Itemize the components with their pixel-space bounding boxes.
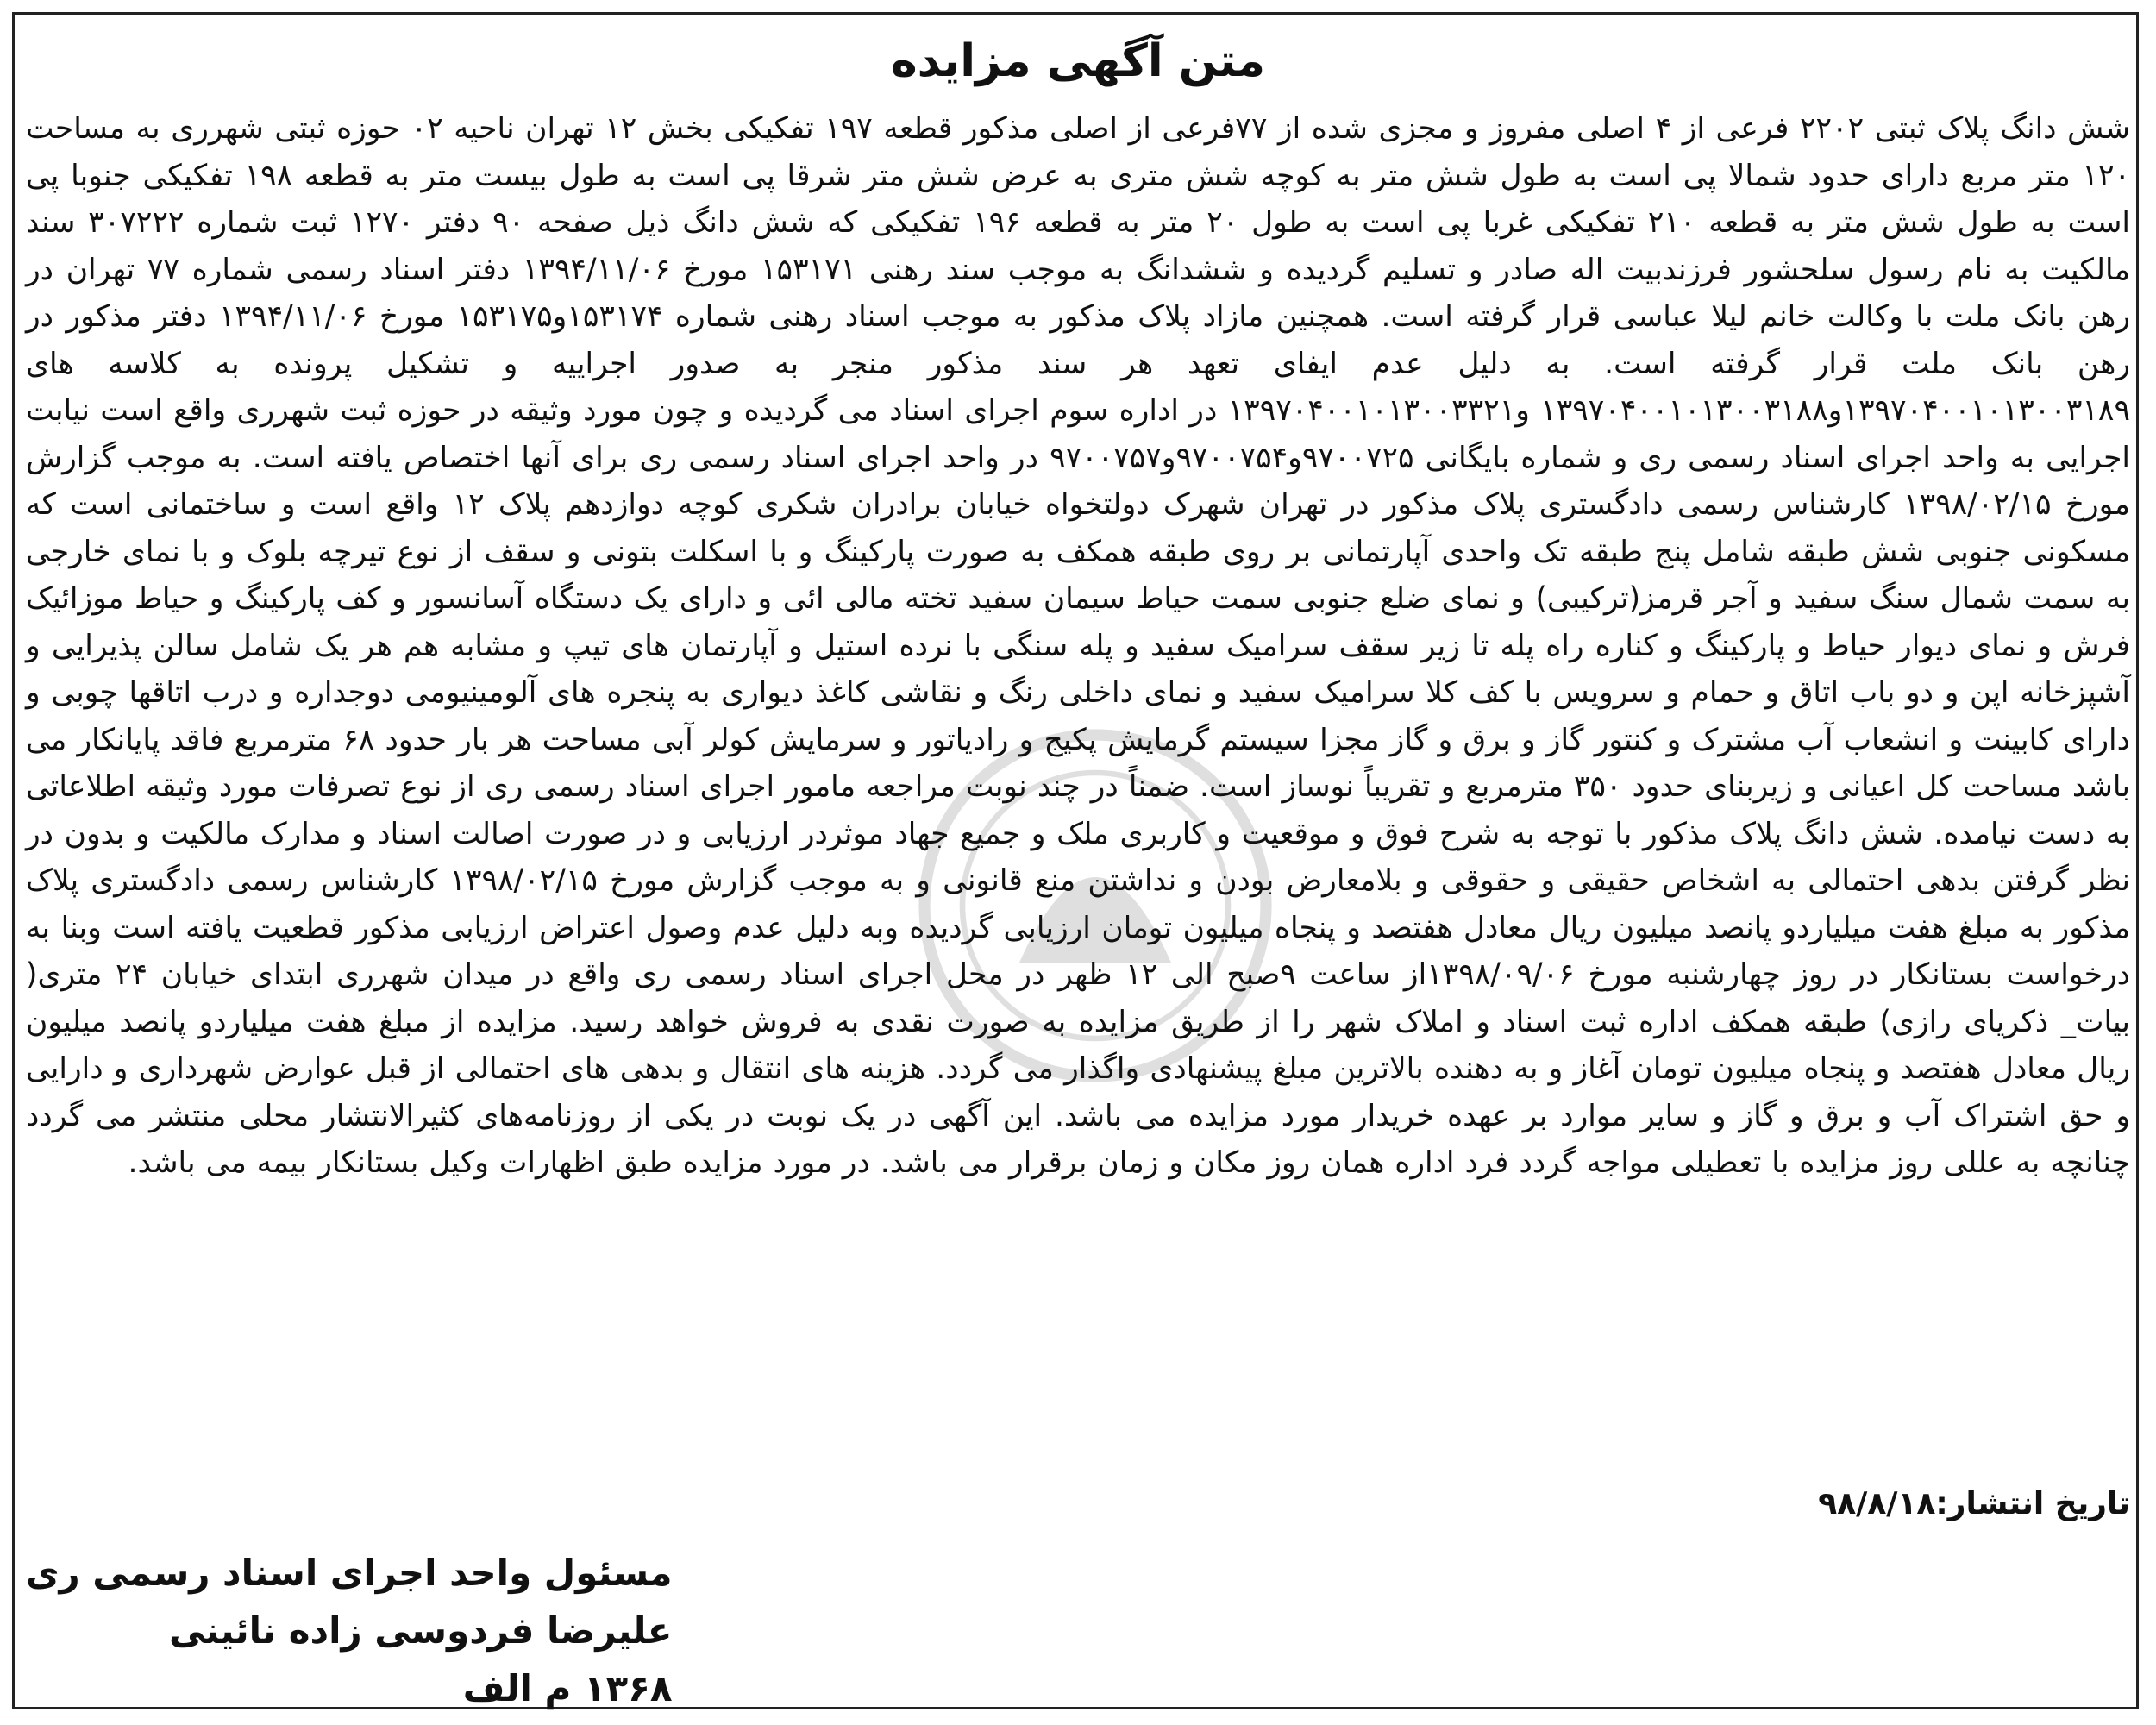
notice-title: متن آگهی مزایده	[890, 35, 1266, 87]
notice-body: شش دانگ پلاک ثبتی ۲۲۰۲ فرعی از ۴ اصلی مفروز و مجزی شده از ۷۷فرعی از اصلی مذکور قطعه ۱۹۷ تفکیکی بخش ۱۲ تهران ناحیه ۰۲ حوزه ثبتی شهرری به مساحت ۱۲۰ متر مربع دارای حدود شمالا پی است به طول شش متر به کوچه شش متری به عرض شش متر شرقا پی است به طول بیست متر به قطعه ۱۹۸ تفکیکی جنوبا پی است به طول شش متر به قطعه ۲۱۰ تفکیکی غربا پی است به طول ۲۰ متر به قطعه ۱۹۶ تفکیکی که شش دانگ ذیل صفحه ۹۰ دفتر ۱۲۷۰ ثبت شماره ۳۰۷۲۲۲ سند مالکیت به نام رسول سلحشور فرزندبیت اله صادر و تسلیم گردیده و ششدانگ به موجب سند رهنی ۱۵۳۱۷۱ مورخ ۱۳۹۴/۱۱/۰۶ دفتر اسناد رسمی شماره ۷۷ تهران در رهن بانک ملت با وکالت خانم لیلا عباسی قرار گرفته است. همچنین مازاد پلاک مذکور به موجب اسناد رهنی شماره ۱۵۳۱۷۴و۱۵۳۱۷۵ مورخ ۱۳۹۴/۱۱/۰۶ دفتر مذکور در رهن بانک ملت قرار گرفته است. به دلیل عدم ایفای تعهد هر سند مذکور منجر به صدور اجراییه و تشکیل پرونده به کلاسه های ۱۳۹۷۰۴۰۰۱۰۱۳۰۰۳۱۸۹و۱۳۹۷۰۴۰۰۱۰۱۳۰۰۳۱۸۸ و۱۳۹۷۰۴۰۰۱۰۱۳۰۰۳۳۲۱ در اداره سوم اجرای اسناد می گردیده و چون مورد وثیقه در حوزه ثبت شهرری واقع است نیابت اجرایی به واحد اجرای اسناد رسمی ری و شماره بایگانی ۹۷۰۰۷۲۵و۹۷۰۰۷۵۴و۹۷۰۰۷۵۷ در واحد اجرای اسناد رسمی ری برای آنها اختصاص یافته است. به موجب گزارش مورخ ۱۳۹۸/۰۲/۱۵ کارشناس رسمی دادگستری پلاک مذکور در تهران شهرک دولتخواه خیابان برادران شکری کوچه دوازدهم پلاک ۱۲ واقع است و ساختمانی است که مسکونی جنوبی شش طبقه شامل پنج طبقه تک واحدی آپارتمانی بر روی طبقه همکف به صورت پارکینگ و با اسکلت بتونی و سقف از نوع تیرچه بلوک و با نمای خارجی به سمت شمال سنگ سفید و آجر قرمز(ترکیبی) و نمای ضلع جنوبی سمت حیاط سیمان سفید تخته مالی ائی و دارای یک دستگاه آسانسور و کف پارکینگ و حیاط موزائیک فرش و نمای دیوار حیاط و پارکینگ و کناره راه پله تا زیر سقف سرامیک سفید و پله سنگی با نرده استیل و آپارتمان های تیپ و مشابه هم هر یک شامل سالن پذیرایی و آشپزخانه اپن و دو باب اتاق و حمام و سرویس با کف کلا سرامیک سفید و نمای داخلی رنگ و نقاشی کاغذ دیواری به پنجره های آلومینیومی دوجداره و درب اتاقها چوبی و دارای کابینت و انشعاب آب مشترک و کنتور گاز و برق و گاز مجزا سیستم گرمایش پکیج و رادیاتور و سرمایش کولر آبی مساحت هر بار حدود ۶۸ مترمربع فاقد پایانکار می باشد مساحت کل اعیانی و زیربنای حدود ۳۵۰ مترمربع و تقریباً نوساز است. ضمناً در چند نوبت مراجعه مامور اجرای اسناد رسمی ری از نوع تصرفات مورد وثیقه اطلاعاتی به دست نیامده. شش دانگ پلاک مذکور با توجه به شرح فوق و موقعیت و کاربری ملک و جمیع جهاد موثردر ارزیابی و در صورت اصالت اسناد و مدارک مالکیت و بدون در نظر گرفتن بدهی احتمالی به اشخاص حقیقی و حقوقی و بلامعارض بودن و نداشتن منع قانونی و به موجب گزارش مورخ ۱۳۹۸/۰۲/۱۵ کارشناس رسمی دادگستری پلاک مذکور به مبلغ هفت میلیاردو پانصد میلیون ریال معادل هفتصد و پنجاه میلیون تومان ارزیابی گردیده وبه دلیل عدم وصول اعتراض ارزیابی مذکور قطعیت یافته است وبنا به درخواست بستانکار در روز چهارشنبه مورخ ۱۳۹۸/۰۹/۰۶از ساعت ۹صبح الی ۱۲ ظهر در محل اجرای اسناد رسمی ری واقع در میدان شهرری ابتدای خیابان ۲۴ متری( بیات_ ذکریای رازی) طبقه همکف اداره ثبت اسناد و املاک شهر را از طریق مزایده به صورت نقدی به فروش خواهد رسید. مزایده از مبلغ هفت میلیاردو پانصد میلیون ریال معادل هفتصد و پنجاه میلیون تومان آغاز و به دهنده بالاترین مبلغ پیشنهادی واگذار می گردد. هزینه های انتقال و بدهی های احتمالی از قبل عوارض شهرداری و دارایی و حق اشتراک آب و برق و گاز و سایر موارد بر عهده خریدار مورد مزایده می باشد. این آگهی در یک نوبت در یکی از روزنامه‌های کثیرالانتشار محلی منتشر می گردد چنانچه به عللی روز مزایده با تعطیلی مواجه گردد فرد اداره همان روز مکان و زمان برقرار می باشد. در مورد مزایده طبق اظهارات وکیل بستانکار بیمه می باشد.	[26, 111, 2131, 1180]
signature-name: علیرضا فردوسی زاده نائینی	[169, 1609, 673, 1653]
signature-reference: ۱۳۶۸ م الف	[462, 1667, 673, 1710]
signature-office: مسئول واحد اجرای اسناد رسمی ری	[26, 1552, 673, 1594]
signature-block	[26, 1544, 672, 1718]
publish-date: تاریخ انتشار:۹۸/۸/۱۸	[1818, 1486, 2130, 1521]
